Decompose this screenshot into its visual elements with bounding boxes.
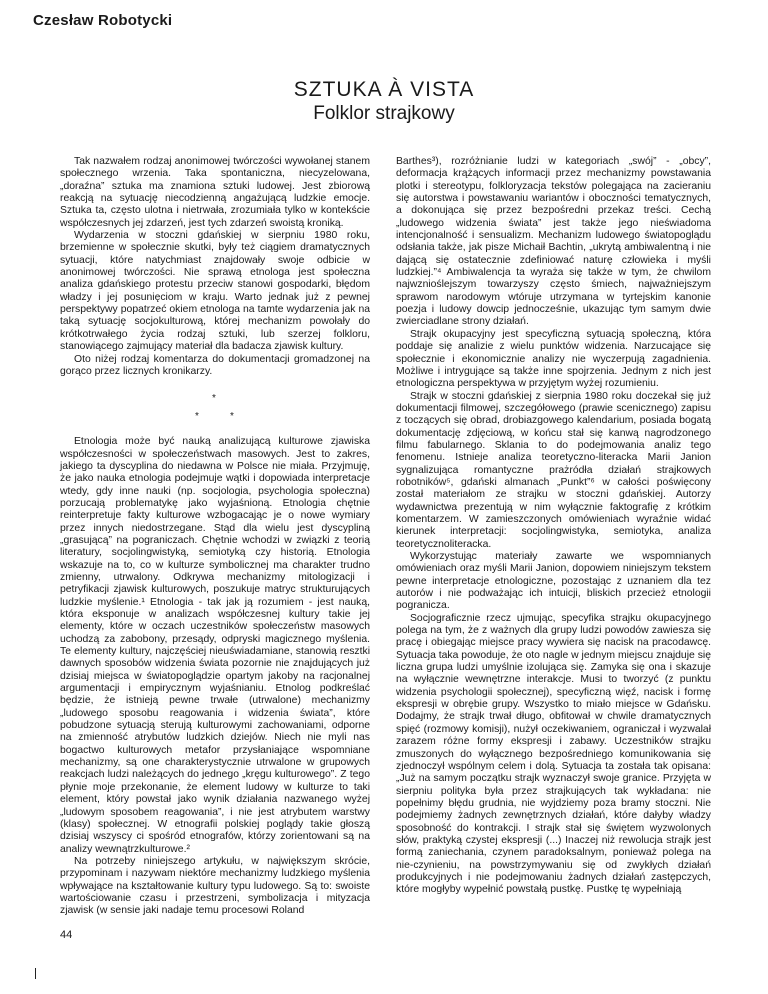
- main-paragraph-1: Etnologia może być nauką analizującą kulturowe zjawiska współczesności w społeczeństwach masowych. Jest to zakres, jakiego ta dyscyplina do niedawna w Polsce nie miała. Przyjmuję, że jako nauka etnologia podejmuje wątki i dopowiada interpretacje wtedy, gdy inne nauki (np. socjologia, psychologia społeczna) porzucają problematykę jako wyjaśnioną. Etnologia chętnie reinterpretuje fakty kulturowe wzbogacając je o nowe wymiary przez innych niedostrzegane. Stąd dla wielu jest dyscypliną „grasującą” na pograniczach. Chętnie wchodzi w związki z teorią literatury, socjolingwistyką, semiotyką czy historią. Etnologia wskazuje na to, co w kulturze symbolicznej ma charakter trudno zmienny, utrwalony. Odkrywa mechanizmy mitologizacji i petryfikacji zjawisk kulturowych, poszukuje matryc strukturujących ludzkie myślenie.¹ Etnologia - tak jak ją rozumiem - jest nauką, która eksponuje w analizach współczesnej kultury takie jej elementy, które w oczach uczestników społeczeństw masowych uchodzą za zabobony, przesądy, odpryski magicznego myślenia. Te elementy kultury, najczęściej nieuświadamiane, stanowią resztki dawnych sposobów widzenia świata pozornie nie znajdujących już dzisiaj miejsca w światopoglądzie opartym jakoby na racjonalnej argumentacji i empirycznym wyjaśnianiu. Etnolog podkreślać będzie, że istnieją pewne trwałe (utrwalone) mechanizmy „ludowego sposobu reagowania i widzenia świata”, które pobudzone sytuacją sterują kulturowymi zachowaniami, odporne na zmienność atrybutów ludzkich dziejów. Niech nie myli nas bogactwo kulturowych metafor przysłaniające wspomniane mechanizmy, są one charakterystycznie utrwalone w grupowych reakcjach ludzi należących do jednego „kręgu kulturowego”. Z tego płynie moje przekonanie, że element ludowy w kulturze to taki element, który powstał jako wynik działania nazwanego wyżej „ludowym sposobem reagowania”, i nie jest atrybutem warstwy (klasy) społecznej. W etnografii polskiej poglądy takie głoszą dzisiaj wszyscy ci spośród etnografów, którzy zorientowani są na analizy wewnątrzkulturowe.²: [60, 436, 370, 855]
- separator-asterisk-top: *: [212, 393, 216, 405]
- separator-asterisk-left: *: [195, 411, 199, 423]
- right-column: [396, 156, 711, 897]
- intro-paragraph-1: Tak nazwałem rodzaj anonimowej twórczości wywołanej stanem społecznego wrzenia. Taka spontaniczna, niecyzelowana, „doraźna” sztuka ma znamiona sztuki ludowej. Jest zbiorową reakcją na sytuację niecodzienną angażującą ludzkie emocje. Sztuka ta, często ulotna i nietrwała, zrozumiała tylko w kontekście współczesnych jej zdarzeń, jest tych zdarzeń swoistą kroniką.: [60, 156, 370, 229]
- author-name: Czesław Robotycki: [33, 12, 173, 29]
- article-title: SZTUKA À VISTA: [293, 78, 475, 101]
- section-separator: [60, 378, 370, 436]
- main-paragraph-2: Na potrzeby niniejszego artykułu, w największym skrócie, przypominam i nazywam niektóre mechanizmy ludzkiego myślenia wpływające na kształtowanie kultury typu ludowego. Są to: swoiste wartościowanie czasu i przestrzeni, symbolizacja i mityzacja zjawisk (w sensie jaki nadaje temu procesowi Roland: [60, 855, 370, 917]
- page-number: 44: [60, 929, 73, 941]
- right-paragraph-3: Strajk w stoczni gdańskiej z sierpnia 1980 roku doczekał się już dokumentacji filmowej, szczegółowego (prawie scenicznego) zapisu z toczących się obrad, drobiazgowego kalendarium, posiada bogatą dokumentację zdjęciową, w końcu stał się kanwą nagrodzonego filmu fabularnego. Sklania to do podejmowania analiz tego fenomenu. Istnieje analiza teoretyczno-literacka Marii Janion sygnalizująca romantyczne prażródła działań strajkowych robotników⁵, gdański almanach „Punkt”⁶ w całości poświęcony został materiałom ze strajku w stoczni gdańskiej. Autorzy wydawnictwa prezentują w nim wyłącznie faktografię z krótkim komentarzem. W zamieszczonych omówieniach wyraźnie widać kierunek interpretacji: socjolingwistyka, semiotyka, analiza teoretycznoliteracka.: [396, 390, 711, 550]
- right-paragraph-5: Socjograficznie rzecz ujmując, specyfika strajku okupacyjnego polega na tym, że z ważnych dla grupy ludzi powodów zawiesza się pracę i obiegając miejsce pracy wywiera się nacisk na pracodawcę. Sytuacja taka powoduje, że oto nagle w jednym miejscu znajduje się liczna grupa ludzi umyślnie izolująca się. Zamyka się ona i skazuje na wyłącznie wewnętrzne interakcje. Musi to tworzyć (z punktu widzenia psychologii społecznej), specyficzną więź, nacisk i formę ekspresji w obrębie grupy. Wszystko to miało miejsce w Gdańsku. Dodajmy, że strajk trwał długo, obfitował w chwile dramatycznych spięć (rozmowy komisji), nużył oczekiwaniem, ograniczał i wyzwalał zarazem różne formy ekspresji i zabawy. Uczestników strajku zmuszonych do wyłącznego bezpośredniego komunikowania się zjednoczył wspólnym celem i dolą. Sytuacja ta została tak opisana: „Już na samym początku strajk wyznaczył swoje granice. Przyjęta w sierpniu polityka była przez strajkujących tak wykładana: nie popełnimy błędu grudnia, nie wyjdziemy poza bramy stoczni. Nie podejmiemy żadnych zewnętrznych działań, które dałyby władzy sposobność do kontrakcji. I strajk stał się świętem wyzwolonych słów, praktyką czystej ekspresji (...) Inaczej niż rewolucja strajk jest formą zaniechania, czynem paradoksalnym, ponieważ polega na nie-czynieniu, na powstrzymywaniu się od zwykłych działań produkcyjnych i nie podejmowaniu żadnych działań zastępczych, które mogłyby wypełnić powstałą pustkę. Pustkę tę wypełniają: [396, 612, 711, 896]
- margin-mark: [35, 968, 36, 979]
- separator-asterisk-right: *: [230, 411, 234, 423]
- article-subtitle: Folklor strajkowy: [313, 103, 455, 124]
- intro-paragraph-3: Oto niżej rodzaj komentarza do dokumentacji gromadzonej na gorąco przez licznych kronikarzy.: [60, 353, 370, 377]
- left-column: [60, 156, 370, 918]
- right-paragraph-1: Barthes³), rozróżnianie ludzi w kategoriach „swój” - „obcy”, deformacja krążących informacji przez mechanizmy powstawania plotki i stereotypu, folkloryzacja tekstów polegająca na zacieraniu się autorstwa i powstawaniu wariantów i oboczności tematycznych, a dokonująca się przez bezpośredni przekaz treści. Cechą „ludowego widzenia świata” jest także jego nieświadoma intencjonalność i sensualizm. Mechanizm ludowego światopoglądu odsłania także, jak pisze Michaił Bachtin, „ukrytą ambiwalentną i nie dającą się ostatecznie zdefiniować naturę człowieka i myśli ludzkiej.”⁴ Ambiwalencja ta wyraża się także w tym, że chwilom najwznioślejszym towarzyszy często śmiech, najważniejszym sprawom narodowym wtóruje utrzymana w tyrtejskim kanonie poezja i ludowy dowcip jednocześnie, ukazując tym samym dwie zwierciadlane strony działań.: [396, 156, 711, 328]
- intro-paragraph-2: Wydarzenia w stoczni gdańskiej w sierpniu 1980 roku, brzemienne w społecznie skutki, były też ciągiem dramatycznych sytuacji, które natychmiast znajdowały swoje odbicie w anonimowej twórczości. Nie sprawą etnologa jest społeczna analiza gdańskiego protestu przeciw stanowi gospodarki, błędom władzy i jej posunięciom w kraju. Warto jednak już z pewnej perspektywy popatrzeć okiem etnologa na tamte wydarzenia jak na taką sytuację socjokulturową, której mechanizm powołały do krótkotrwałego życia rodzaj sztuki, lub szerzej folkloru, stanowiącego zajmujący materiał dla badacza zjawisk kultury.: [60, 230, 370, 353]
- right-paragraph-4: Wykorzystując materiały zawarte we wspomnianych omówieniach oraz myśli Marii Janion, dopowiem niniejszym tekstem pewne interpretacje etnologiczne, pozostając z uznaniem dla tez autorów i nie podważając ich intuicji, bliskich przecież etnologii pogranicza.: [396, 551, 711, 612]
- right-paragraph-2: Strajk okupacyjny jest specyficzną sytuacją społeczną, która poddaje się analizie z wielu punktów widzenia. Narzucające się społecznie i ekonomicznie analizy nie wyczerpują zagadnienia. Możliwe i intrygujące są także inne spojrzenia. Jednym z nich jest etnologiczna perspektywa w przyjętym wyżej rozumieniu.: [396, 328, 711, 390]
